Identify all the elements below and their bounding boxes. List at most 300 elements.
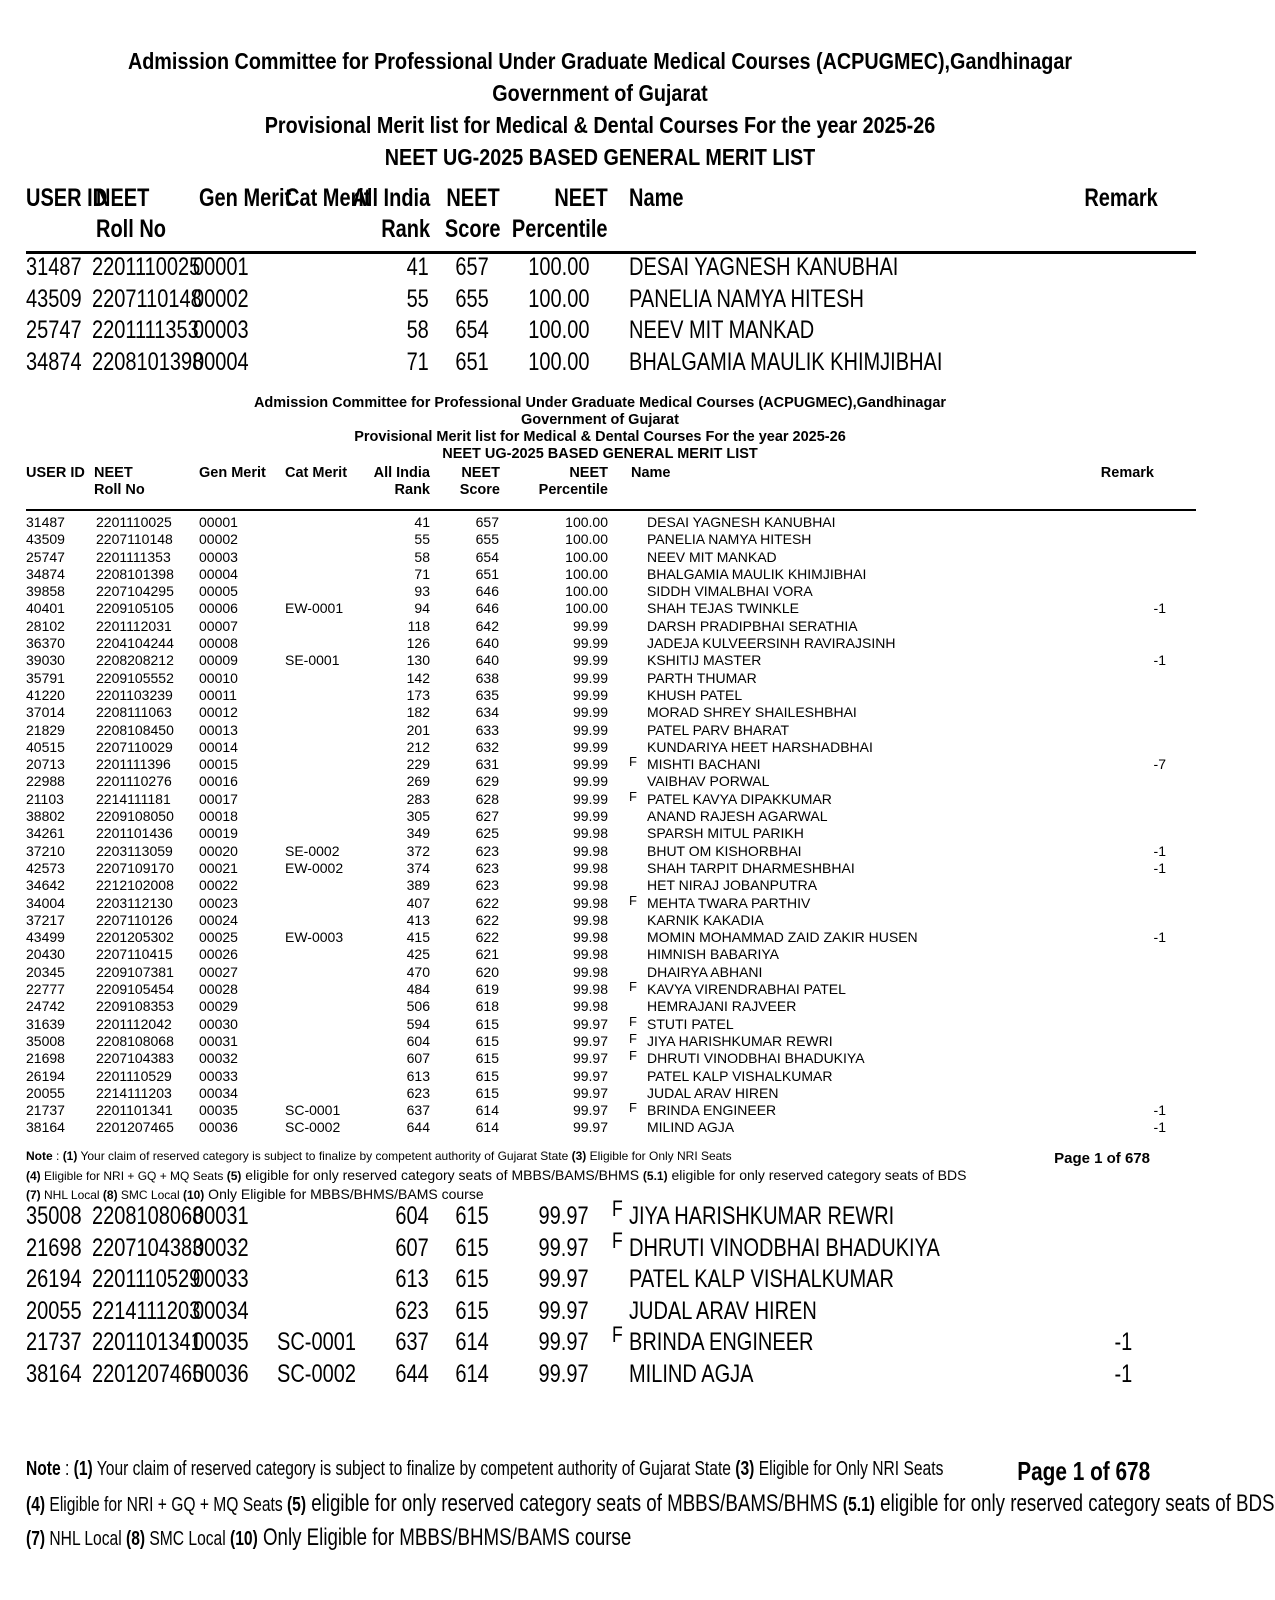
candidate-name: PANELIA NAMYA HITESH: [629, 284, 864, 313]
zoom-note-line-3: (7) NHL Local (8) SMC Local (10) Only Eligible for MBBS/BHMS/BAMS course: [26, 1524, 632, 1551]
col-remark: Remark: [1084, 184, 1158, 212]
female-flag: F: [629, 1030, 637, 1046]
remark: -1: [1153, 600, 1166, 617]
user-id: 34261: [26, 825, 65, 842]
all-india-rank: 212: [406, 738, 430, 755]
gen-merit: 00017: [199, 790, 238, 807]
gen-merit: 00026: [199, 946, 238, 963]
user-id: 35008: [26, 1032, 65, 1049]
col-neet-pct-1: NEET: [554, 184, 608, 212]
user-id: 22777: [26, 981, 65, 998]
user-id: 37210: [26, 842, 65, 859]
table-row: [0, 788, 1200, 808]
roll-no: 2201207465: [92, 1359, 204, 1388]
neet-score: 646: [475, 583, 499, 600]
candidate-name: BHALGAMIA MAULIK KHIMJIBHAI: [647, 565, 867, 582]
roll-no: 2207110148: [92, 284, 202, 313]
table-row: [0, 652, 1200, 669]
neet-percentile: 99.97: [538, 1202, 589, 1230]
neet-percentile: 99.98: [572, 981, 608, 998]
candidate-name: BRINDA ENGINEER: [629, 1328, 814, 1356]
candidate-name: SIDDH VIMALBHAI VORA: [647, 583, 813, 600]
gen-merit: 00004: [199, 565, 238, 582]
neet-percentile: 100.00: [565, 583, 608, 600]
roll-no: 2201112031: [96, 617, 172, 634]
all-india-rank: 269: [406, 773, 430, 790]
neet-score: 632: [475, 738, 499, 755]
neet-percentile: 100.00: [527, 284, 589, 313]
candidate-name: MILIND AGJA: [629, 1359, 754, 1388]
roll-no: 2208101398: [92, 347, 204, 376]
gen-merit: 00023: [199, 894, 238, 911]
candidate-name: JIYA HARISHKUMAR REWRI: [629, 1202, 895, 1230]
female-flag: F: [612, 1227, 623, 1253]
candidate-name: PATEL KAVYA DIPAKKUMAR: [647, 790, 832, 807]
roll-no: 2209108353: [96, 998, 174, 1015]
table-row: [0, 1068, 1200, 1085]
roll-no: 2201207465: [96, 1119, 174, 1136]
table-row: [0, 1030, 1200, 1050]
user-id: 43499: [26, 929, 65, 946]
neet-percentile: 99.97: [538, 1328, 589, 1356]
all-india-rank: 71: [414, 565, 430, 582]
neet-score: 627: [475, 808, 499, 825]
remark: -1: [1153, 1119, 1166, 1136]
neet-score: 622: [475, 894, 499, 911]
neet-percentile: 99.99: [572, 652, 608, 669]
roll-no: 2201112042: [96, 1015, 172, 1032]
gen-merit: 00020: [199, 842, 238, 859]
table-row: [0, 964, 1200, 981]
neet-percentile: 99.99: [572, 756, 608, 773]
header-line-3: Provisional Merit list for Medical & Dental Courses For the year 2025-26: [354, 429, 846, 445]
col-rank: Rank: [394, 482, 430, 498]
neet-percentile: 99.97: [538, 1265, 589, 1293]
candidate-name: BHUT OM KISHORBHAI: [647, 842, 802, 859]
candidate-name: HIMNISH BABARIYA: [647, 946, 779, 963]
neet-percentile: 99.98: [572, 894, 608, 911]
female-flag: F: [612, 1322, 623, 1347]
all-india-rank: 374: [406, 859, 430, 876]
candidate-name: DESAI YAGNESH KANUBHAI: [629, 253, 899, 281]
candidate-name: SHAH TEJAS TWINKLE: [647, 600, 799, 617]
all-india-rank: 126: [406, 635, 430, 652]
table-row: [0, 549, 1200, 566]
neet-score: 651: [475, 565, 499, 582]
zoom-note-line-1: Note : (1) Your claim of reserved category is subject to finalize by competent authority of Gujarat State (3) Eligible for Only NRI Seats: [26, 1458, 944, 1480]
cat-merit: SC-0002: [277, 1359, 356, 1388]
neet-percentile: 100.00: [565, 531, 608, 548]
col-rank: Rank: [381, 215, 430, 243]
neet-score: 634: [475, 704, 499, 721]
female-flag: F: [629, 979, 637, 995]
zoom-table-row: [0, 1322, 1200, 1360]
user-id: 24742: [26, 998, 65, 1015]
table-row: [0, 929, 1200, 946]
neet-percentile: 99.97: [538, 1296, 589, 1325]
zoom-bottom-section: [0, 1196, 1275, 1600]
user-id: 38164: [26, 1119, 65, 1136]
table-row: [0, 892, 1200, 912]
note-line-2: (4) Eligible for NRI + GQ + MQ Seats (5) eligible for only reserved category seats of MBBS/BAMS/BHMS (5.1) eligible for only reserved category seats of BDS: [26, 1167, 967, 1183]
roll-no: 2201110025: [92, 253, 201, 281]
col-neet-score-1: NEET: [446, 184, 500, 212]
table-row: [0, 1119, 1200, 1136]
all-india-rank: 41: [406, 253, 429, 281]
neet-score: 618: [475, 998, 499, 1015]
gen-merit: 00033: [193, 1265, 249, 1293]
neet-score: 615: [475, 1050, 499, 1067]
neet-score: 619: [475, 981, 499, 998]
neet-score: 642: [475, 617, 499, 634]
candidate-name: JUDAL ARAV HIREN: [629, 1296, 817, 1325]
col-roll-no: Roll No: [96, 215, 166, 243]
cat-merit: SE-0001: [285, 652, 340, 669]
user-id: 26194: [26, 1265, 82, 1293]
table-row: [0, 946, 1200, 963]
user-id: 37014: [26, 704, 65, 721]
candidate-name: DHRUTI VINODBHAI BHADUKIYA: [647, 1050, 865, 1067]
neet-percentile: 100.00: [565, 565, 608, 582]
female-flag: F: [612, 1196, 623, 1221]
roll-no: 2207110029: [96, 738, 173, 755]
all-india-rank: 305: [406, 808, 430, 825]
roll-no: 2201111396: [96, 756, 171, 773]
candidate-name: BRINDA ENGINEER: [647, 1102, 777, 1119]
all-india-rank: 644: [395, 1359, 429, 1388]
user-id: 34642: [26, 877, 65, 894]
cat-merit: EW-0003: [285, 929, 344, 946]
candidate-name: ANAND RAJESH AGARWAL: [647, 808, 828, 825]
user-id: 37217: [26, 911, 65, 928]
roll-no: 2212102008: [96, 877, 174, 894]
cat-merit: SC-0002: [285, 1119, 341, 1136]
roll-no: 2201110529: [92, 1265, 201, 1293]
all-india-rank: 94: [414, 600, 430, 617]
merit-table: [0, 514, 1200, 1137]
roll-no: 2214111181: [96, 790, 171, 807]
neet-percentile: 99.99: [572, 790, 608, 807]
gen-merit: 00002: [199, 531, 238, 548]
all-india-rank: 173: [406, 686, 430, 703]
neet-score: 654: [455, 316, 489, 344]
cat-merit: SC-0001: [277, 1328, 356, 1356]
gen-merit: 00036: [199, 1119, 238, 1136]
candidate-name: KAVYA VIRENDRABHAI PATEL: [647, 981, 846, 998]
candidate-name: MOMIN MOHAMMAD ZAID ZAKIR HUSEN: [647, 929, 918, 946]
all-india-rank: 415: [406, 929, 430, 946]
gen-merit: 00033: [199, 1067, 238, 1084]
table-row: [0, 739, 1200, 756]
neet-percentile: 99.97: [572, 1015, 608, 1032]
user-id: 22988: [26, 773, 65, 790]
user-id: 31639: [26, 1015, 65, 1032]
gen-merit: 00034: [193, 1296, 249, 1325]
user-id: 25747: [26, 316, 82, 344]
user-id: 21737: [26, 1102, 65, 1119]
gen-merit: 00016: [199, 773, 238, 790]
user-id: 20430: [26, 946, 65, 963]
roll-no: 2201111353: [92, 316, 199, 344]
user-id: 41220: [26, 686, 65, 703]
gen-merit: 00001: [199, 514, 238, 530]
roll-no: 2201101341: [92, 1328, 202, 1356]
remark: -1: [1153, 859, 1166, 876]
all-india-rank: 484: [406, 981, 430, 998]
neet-percentile: 99.98: [572, 859, 608, 876]
neet-score: 615: [455, 1233, 489, 1262]
table-row: [0, 687, 1200, 704]
candidate-name: JADEJA KULVEERSINH RAVIRAJSINH: [647, 635, 896, 652]
all-india-rank: 470: [406, 963, 430, 980]
neet-score: 614: [475, 1102, 499, 1119]
female-flag: F: [629, 788, 637, 804]
neet-score: 628: [475, 790, 499, 807]
all-india-rank: 58: [414, 548, 430, 565]
gen-merit: 00031: [193, 1202, 249, 1230]
neet-score: 633: [475, 721, 499, 738]
all-india-rank: 613: [406, 1067, 430, 1084]
user-id: 20055: [26, 1084, 65, 1101]
user-id: 39858: [26, 583, 65, 600]
header-line-4: NEET UG-2025 BASED GENERAL MERIT LIST: [442, 446, 758, 462]
user-id: 35008: [26, 1202, 82, 1230]
all-india-rank: 41: [414, 514, 430, 530]
neet-percentile: 99.99: [572, 738, 608, 755]
gen-merit: 00029: [199, 998, 238, 1015]
all-india-rank: 283: [406, 790, 430, 807]
neet-score: 615: [455, 1265, 489, 1293]
all-india-rank: 506: [406, 998, 430, 1015]
candidate-name: PATEL PARV BHARAT: [647, 721, 790, 738]
gen-merit: 00009: [199, 652, 238, 669]
neet-score: 640: [475, 635, 499, 652]
gen-merit: 00001: [193, 253, 249, 281]
user-id: 21698: [26, 1233, 82, 1262]
neet-score: 655: [455, 284, 489, 313]
col-neet-score-2: Score: [459, 482, 500, 498]
gen-merit: 00032: [199, 1050, 238, 1067]
neet-score: 631: [475, 756, 499, 773]
gen-merit: 00031: [199, 1032, 238, 1049]
all-india-rank: 613: [395, 1265, 429, 1293]
zoom-top-section: [0, 0, 1200, 385]
candidate-name: BHALGAMIA MAULIK KHIMJIBHAI: [629, 347, 943, 376]
zoom-table-row: [0, 253, 1200, 285]
neet-percentile: 99.98: [572, 929, 608, 946]
gen-merit: 00027: [199, 963, 238, 980]
table-row: [0, 773, 1200, 790]
page-number: Page 1 of 678: [1054, 1150, 1150, 1167]
remark: -1: [1153, 652, 1166, 669]
note-line-3: (7) NHL Local (8) SMC Local (10) Only Eligible for MBBS/BHMS/BAMS course: [26, 1186, 484, 1202]
gen-merit: 00003: [193, 316, 249, 344]
col-gen-merit: Gen Merit: [199, 184, 292, 212]
col-neet-score-2: Score: [444, 215, 500, 243]
roll-no: 2208101398: [96, 565, 174, 582]
gen-merit: 00014: [199, 738, 238, 755]
all-india-rank: 130: [406, 652, 430, 669]
table-row: [0, 825, 1200, 842]
candidate-name: SPARSH MITUL PARIKH: [647, 825, 804, 842]
roll-no: 2201110529: [96, 1067, 172, 1084]
roll-no: 2201110025: [96, 514, 172, 530]
table-row: [0, 1085, 1200, 1102]
cat-merit: SC-0001: [285, 1102, 341, 1119]
neet-score: 621: [475, 946, 499, 963]
candidate-name: PATEL KALP VISHALKUMAR: [629, 1265, 894, 1293]
header-rule: [26, 509, 1196, 511]
gen-merit: 00025: [199, 929, 238, 946]
gen-merit: 00003: [199, 548, 238, 565]
candidate-name: DHRUTI VINODBHAI BHADUKIYA: [629, 1233, 940, 1262]
table-row: [0, 583, 1200, 600]
female-flag: F: [629, 754, 637, 770]
neet-percentile: 99.97: [572, 1050, 608, 1067]
roll-no: 2201205302: [96, 929, 174, 946]
col-gen-merit: Gen Merit: [199, 465, 266, 481]
col-neet-score-1: NEET: [461, 465, 500, 481]
user-id: 21829: [26, 721, 65, 738]
candidate-name: PARTH THUMAR: [647, 669, 757, 686]
table-row: [0, 860, 1200, 877]
zoom-table-row: [0, 316, 1200, 348]
roll-no: 2209105552: [96, 669, 174, 686]
all-india-rank: 413: [406, 911, 430, 928]
user-id: 20345: [26, 963, 65, 980]
all-india-rank: 58: [406, 316, 429, 344]
remark: -1: [1114, 1359, 1132, 1388]
user-id: 21103: [26, 790, 64, 807]
neet-percentile: 99.98: [572, 998, 608, 1015]
neet-score: 657: [475, 514, 499, 530]
neet-score: 622: [475, 911, 499, 928]
merit-list-page: [0, 395, 1200, 1202]
neet-percentile: 99.99: [572, 721, 608, 738]
neet-percentile: 99.97: [572, 1119, 608, 1136]
table-row: [0, 514, 1200, 531]
all-india-rank: 607: [395, 1233, 429, 1262]
neet-score: 623: [475, 877, 499, 894]
remark: -7: [1153, 756, 1166, 773]
roll-no: 2207110148: [96, 531, 173, 548]
gen-merit: 00015: [199, 756, 238, 773]
gen-merit: 00030: [199, 1015, 238, 1032]
neet-percentile: 99.97: [572, 1084, 608, 1101]
gen-merit: 00035: [199, 1102, 238, 1119]
table-row: [0, 531, 1200, 548]
neet-percentile: 99.99: [572, 704, 608, 721]
all-india-rank: 644: [406, 1119, 430, 1136]
table-row: [0, 704, 1200, 721]
roll-no: 2208108068: [96, 1032, 174, 1049]
header-line-2: Government of Gujarat: [521, 412, 679, 428]
neet-percentile: 100.00: [565, 514, 608, 530]
gen-merit: 00018: [199, 808, 238, 825]
user-id: 31487: [26, 514, 65, 530]
all-india-rank: 637: [395, 1328, 429, 1356]
col-user-id: USER ID: [26, 465, 85, 481]
roll-no: 2208208212: [96, 652, 174, 669]
candidate-name: NEEV MIT MANKAD: [629, 316, 815, 344]
gen-merit: 00021: [199, 859, 238, 876]
candidate-name: JIYA HARISHKUMAR REWRI: [647, 1032, 833, 1049]
gen-merit: 00036: [193, 1359, 249, 1388]
roll-no: 2207104295: [96, 583, 174, 600]
table-row: [0, 843, 1200, 860]
neet-score: 657: [455, 253, 489, 281]
gen-merit: 00007: [199, 617, 238, 634]
neet-score: 625: [475, 825, 499, 842]
user-id: 43509: [26, 531, 65, 548]
neet-score: 622: [475, 929, 499, 946]
gen-merit: 00011: [199, 686, 237, 703]
roll-no: 2204104244: [96, 635, 174, 652]
neet-percentile: 100.00: [565, 548, 608, 565]
candidate-name: MILIND AGJA: [647, 1119, 735, 1136]
gen-merit: 00010: [199, 669, 238, 686]
all-india-rank: 55: [406, 284, 429, 313]
female-flag: F: [629, 892, 637, 908]
user-id: 36370: [26, 635, 65, 652]
neet-percentile: 99.99: [572, 635, 608, 652]
remark: -1: [1114, 1328, 1132, 1356]
user-id: 28102: [26, 617, 65, 634]
candidate-name: MISHTI BACHANI: [647, 756, 761, 773]
zoom-table-row: [0, 285, 1200, 317]
candidate-name: PANELIA NAMYA HITESH: [647, 531, 812, 548]
all-india-rank: 604: [406, 1032, 430, 1049]
table-row: [0, 808, 1200, 825]
neet-score: 635: [475, 686, 499, 703]
neet-percentile: 99.99: [572, 617, 608, 634]
candidate-name: KUNDARIYA HEET HARSHADBHAI: [647, 738, 873, 755]
col-name: Name: [629, 184, 684, 212]
user-id: 38164: [26, 1359, 82, 1388]
all-india-rank: 623: [395, 1296, 429, 1325]
user-id: 38802: [26, 808, 65, 825]
roll-no: 2201110276: [96, 773, 172, 790]
neet-percentile: 99.97: [572, 1032, 608, 1049]
roll-no: 2207104383: [96, 1050, 174, 1067]
neet-score: 614: [455, 1328, 489, 1356]
roll-no: 2203112130: [96, 894, 173, 911]
gen-merit: 00008: [199, 635, 238, 652]
neet-percentile: 99.98: [572, 825, 608, 842]
col-neet: NEET: [94, 465, 133, 481]
neet-score: 655: [475, 531, 499, 548]
user-id: 20713: [26, 756, 65, 773]
gen-merit: 00004: [193, 347, 249, 376]
neet-score: 615: [475, 1067, 499, 1084]
col-all-india: All India: [373, 465, 430, 481]
col-neet-pct-2: Percentile: [538, 482, 608, 498]
neet-percentile: 99.98: [572, 842, 608, 859]
gen-merit: 00032: [193, 1233, 249, 1262]
col-neet-pct-2: Percentile: [512, 215, 608, 243]
neet-score: 638: [475, 669, 499, 686]
neet-score: 623: [475, 859, 499, 876]
roll-no: 2214111203: [92, 1296, 201, 1325]
neet-score: 651: [455, 347, 489, 376]
note-line-1: Note : (1) Your claim of reserved category is subject to finalize by competent authority of Gujarat State (3) Eligible for Only NRI Seats: [26, 1149, 732, 1163]
zoom-note-line-2: (4) Eligible for NRI + GQ + MQ Seats (5) eligible for only reserved category seats of MBBS/BAMS/BHMS (5.1) eligible for only reserved category seats of BDS: [26, 1490, 1275, 1517]
roll-no: 2208111063: [96, 704, 172, 721]
all-india-rank: 349: [406, 825, 430, 842]
user-id: 21698: [26, 1050, 65, 1067]
all-india-rank: 623: [406, 1084, 430, 1101]
neet-percentile: 100.00: [527, 253, 589, 281]
